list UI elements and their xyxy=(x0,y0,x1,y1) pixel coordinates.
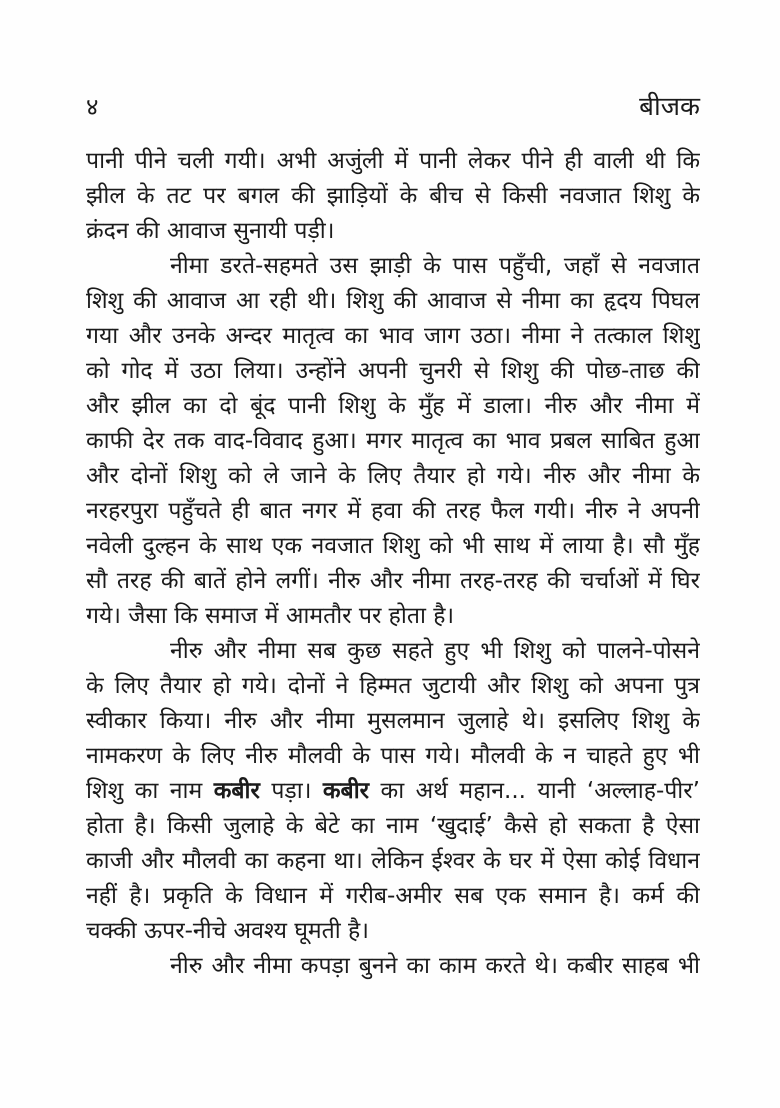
text-line xyxy=(86,144,700,179)
paragraph xyxy=(86,634,700,949)
text-segment: नीरु और नीमा सब कुछ सहते हुए भी शिशु को पालने-पोसने xyxy=(170,638,700,664)
text-segment: शिशु का नाम xyxy=(86,778,214,804)
text-line xyxy=(86,739,700,774)
text-line xyxy=(86,319,700,354)
text-segment: नीमा डरते-सहमते उस झाड़ी के पास पहुँची, जहाँ से नवजात xyxy=(170,253,700,279)
text-segment: के लिए तैयार हो गये। दोनों ने हिम्मत जुटायी और शिशु को अपना पुत्र xyxy=(86,673,700,699)
text-line xyxy=(86,774,700,809)
text-segment: नीरु और नीमा कपड़ा बुनने का काम करते थे। कबीर साहब भी xyxy=(170,953,700,979)
text-segment: गये। जैसा कि समाज में आमतौर पर होता है। xyxy=(86,603,455,629)
text-segment: चक्की ऊपर-नीचे अवश्य घूमती है। xyxy=(86,918,369,944)
text-line xyxy=(86,879,700,914)
text-segment: नरहरपुरा पहुँचते ही बात नगर में हवा की तरह फैल गयी। नीरु ने अपनी xyxy=(86,498,700,524)
page-body xyxy=(86,144,700,984)
paragraph xyxy=(86,949,700,984)
paragraph xyxy=(86,144,700,249)
text-segment: नवेली दुल्हन के साथ एक नवजात शिशु को भी साथ में लाया है। सौ मुँह xyxy=(86,533,700,559)
text-line xyxy=(86,214,700,249)
text-segment: पड़ा। xyxy=(259,778,323,804)
text-segment: नामकरण के लिए नीरु मौलवी के पास गये। मौलवी के न चाहते हुए भी xyxy=(86,743,700,769)
text-line xyxy=(86,564,700,599)
text-segment: नहीं है। प्रकृति के विधान में गरीब-अमीर सब एक समान है। कर्म की xyxy=(86,883,700,909)
text-segment: होता है। किसी जुलाहे के बेटे का नाम ‘खुदाई’ कैसे हो सकता है ऐसा xyxy=(86,813,700,839)
text-segment: शिशु की आवाज आ रही थी। शिशु की आवाज से नीमा का हृदय पिघल xyxy=(86,288,700,314)
book-title: बीजक xyxy=(639,92,700,122)
text-segment: और झील का दो बूंद पानी शिशु के मुँह में डाला। नीरु और नीमा में xyxy=(86,393,700,419)
text-segment: काजी और मौलवी का कहना था। लेकिन ईश्वर के घर में ऐसा कोई विधान xyxy=(86,848,700,874)
text-line xyxy=(86,389,700,424)
text-segment: क्रंदन की आवाज सुनायी पड़ी। xyxy=(86,218,335,244)
bold-text: कबीर xyxy=(213,778,260,804)
text-line xyxy=(86,459,700,494)
text-line xyxy=(86,284,700,319)
text-segment: गया और उनके अन्दर मातृत्व का भाव जाग उठा। नीमा ने तत्काल शिशु xyxy=(86,323,700,349)
text-line xyxy=(86,354,700,389)
text-segment: पानी पीने चली गयी। अभी अजुंली में पानी लेकर पीने ही वाली थी कि xyxy=(86,148,700,174)
text-segment: को गोद में उठा लिया। उन्होंने अपनी चुनरी से शिशु की पोछ-ताछ की xyxy=(86,358,700,384)
text-line xyxy=(86,844,700,879)
text-line xyxy=(86,599,700,634)
text-segment: झील के तट पर बगल की झाड़ियों के बीच से किसी नवजात शिशु के xyxy=(86,183,700,209)
text-segment: का अर्थ महान... यानी ‘अल्लाह-पीर’ xyxy=(369,778,700,804)
text-line xyxy=(86,669,700,704)
text-line xyxy=(86,914,700,949)
text-line xyxy=(86,424,700,459)
text-line xyxy=(86,704,700,739)
text-line xyxy=(86,529,700,564)
text-segment: सौ तरह की बातें होने लगीं। नीरु और नीमा तरह-तरह की चर्चाओं में घिर xyxy=(86,568,700,594)
page-number: ४ xyxy=(86,93,99,121)
text-segment: स्वीकार किया। नीरु और नीमा मुसलमान जुलाहे थे। इसलिए शिशु के xyxy=(86,708,700,734)
text-segment: काफी देर तक वाद-विवाद हुआ। मगर मातृत्व का भाव प्रबल साबित हुआ xyxy=(86,428,700,454)
text-line xyxy=(86,949,700,984)
bold-text: कबीर xyxy=(322,778,370,804)
paragraph xyxy=(86,249,700,634)
text-segment: और दोनों शिशु को ले जाने के लिए तैयार हो गये। नीरु और नीमा के xyxy=(86,463,700,489)
text-line xyxy=(86,249,700,284)
text-line xyxy=(86,634,700,669)
page-header xyxy=(86,92,700,122)
text-line xyxy=(86,494,700,529)
text-line xyxy=(86,179,700,214)
text-line xyxy=(86,809,700,844)
